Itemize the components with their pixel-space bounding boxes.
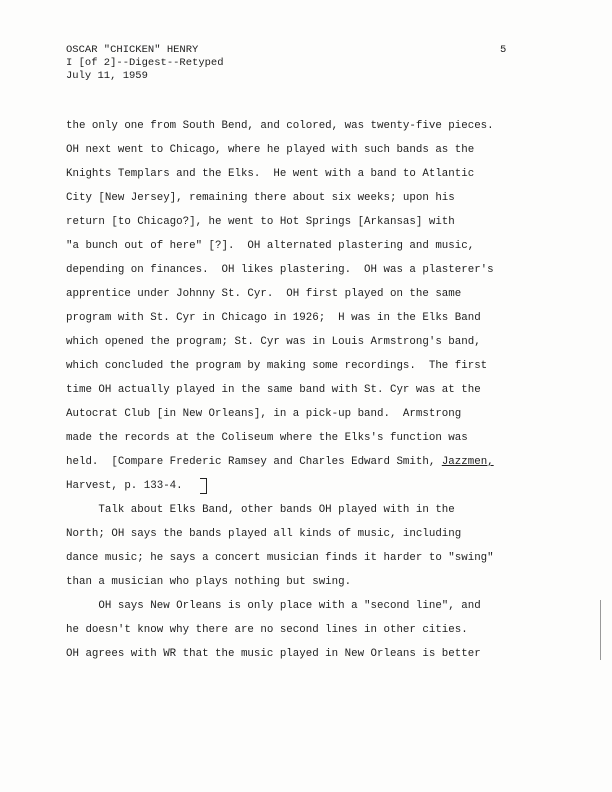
text-line: Knights Templars and the Elks. He went with a band to Atlantic (66, 168, 475, 180)
text-line: "a bunch out of here" [?]. OH alternated plastering and music, (66, 240, 475, 252)
text-line: he doesn't know why there are no second lines in other cities. (66, 624, 468, 636)
text-line: depending on finances. OH likes plastering. OH was a plasterer's (66, 264, 494, 276)
text-line: OH agrees with WR that the music played in New Orleans is better (66, 648, 481, 660)
text-line: Autocrat Club [in New Orleans], in a pick-up band. Armstrong (66, 408, 462, 420)
document-body (66, 114, 494, 666)
text-line: OH next went to Chicago, where he played with such bands as the (66, 144, 475, 156)
text-line: the only one from South Bend, and colored, was twenty-five pieces. (66, 120, 494, 132)
text-line: Talk about Elks Band, other bands OH played with in the (66, 504, 455, 516)
header-subtitle: I [of 2]--Digest--Retyped (66, 57, 224, 69)
text-line: made the records at the Coliseum where the Elks's function was (66, 432, 468, 444)
handwritten-bracket-mark (200, 478, 207, 494)
text-line: City [New Jersey], remaining there about six weeks; upon his (66, 192, 455, 204)
text-line: which opened the program; St. Cyr was in Louis Armstrong's band, (66, 336, 481, 348)
text-line: program with St. Cyr in Chicago in 1926; H was in the Elks Band (66, 312, 481, 324)
page-number: 5 (500, 44, 507, 56)
text-line: than a musician who plays nothing but swing. (66, 576, 352, 588)
text-line: apprentice under Johnny St. Cyr. OH first played on the same (66, 288, 462, 300)
text-line: OH says New Orleans is only place with a "second line", and (66, 600, 481, 612)
text-line: time OH actually played in the same band with St. Cyr was at the (66, 384, 481, 396)
text-line-part: held. [Compare Frederic Ramsey and Charles Edward Smith, (66, 456, 436, 468)
text-line: dance music; he says a concert musician finds it harder to "swing" (66, 552, 494, 564)
text-line: North; OH says the bands played all kinds of music, including (66, 528, 462, 540)
header-date: July 11, 1959 (66, 70, 148, 82)
text-line (66, 450, 494, 474)
scan-edge-mark (600, 600, 601, 660)
book-title: Jazzmen, (441, 456, 494, 468)
text-line: Harvest, p. 133-4. (66, 480, 183, 492)
document-header (66, 44, 224, 83)
text-line: which concluded the program by making some recordings. The first (66, 360, 488, 372)
text-line: return [to Chicago?], he went to Hot Springs [Arkansas] with (66, 216, 455, 228)
header-title: OSCAR "CHICKEN" HENRY (66, 44, 199, 56)
